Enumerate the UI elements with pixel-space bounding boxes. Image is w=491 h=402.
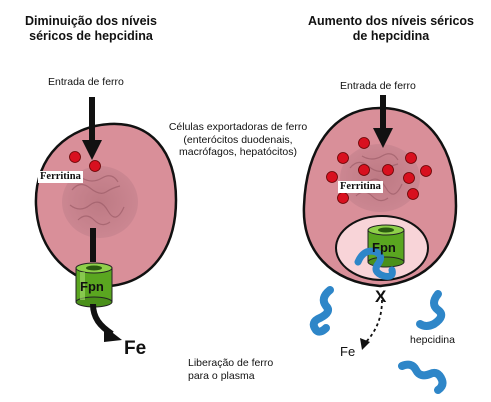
left-iron-entry-label: Entrada de ferro bbox=[48, 76, 124, 88]
left-fpn-label: Fpn bbox=[80, 279, 104, 294]
iron-dot bbox=[359, 138, 370, 149]
left-ferritin-label: Ferritina bbox=[40, 171, 81, 182]
iron-dot bbox=[338, 153, 349, 164]
left-exit-arrow bbox=[93, 304, 112, 334]
left-exit-arrowhead bbox=[104, 326, 122, 342]
iron-dot bbox=[404, 173, 415, 184]
hepcidin-molecule-icon bbox=[420, 294, 441, 326]
iron-dot bbox=[70, 152, 81, 163]
iron-dot bbox=[359, 165, 370, 176]
iron-dot bbox=[421, 166, 432, 177]
plasma-release-label: Liberação de ferro para o plasma bbox=[188, 357, 274, 382]
iron-dot bbox=[383, 165, 394, 176]
right-iron-entry-label: Entrada de ferro bbox=[340, 80, 416, 92]
exporter-cells-label: Células exportadoras de ferro (enterócitos duodenais, macrófagos, hepatócitos) bbox=[168, 121, 308, 158]
iron-dot bbox=[90, 161, 101, 172]
hepcidin-molecule-icon bbox=[314, 290, 330, 332]
right-panel-title: Aumento dos níveis séricos de hepcidina bbox=[307, 14, 475, 43]
left-panel-title: Diminuição dos níveis séricos de hepcidina bbox=[25, 14, 157, 43]
iron-dot bbox=[406, 153, 417, 164]
iron-dot bbox=[408, 189, 419, 200]
hepcidin-molecule-icon bbox=[402, 365, 443, 390]
iron-dot bbox=[338, 193, 349, 204]
block-symbol: X bbox=[375, 287, 387, 306]
hepcidin-label: hepcidina bbox=[410, 334, 455, 346]
right-fe-label: Fe bbox=[340, 344, 356, 359]
right-fpn-label: Fpn bbox=[372, 240, 396, 255]
left-fe-label: Fe bbox=[124, 338, 147, 359]
left-cell bbox=[36, 124, 176, 286]
right-ferritin-label: Ferritina bbox=[340, 181, 381, 192]
iron-dot bbox=[327, 172, 338, 183]
